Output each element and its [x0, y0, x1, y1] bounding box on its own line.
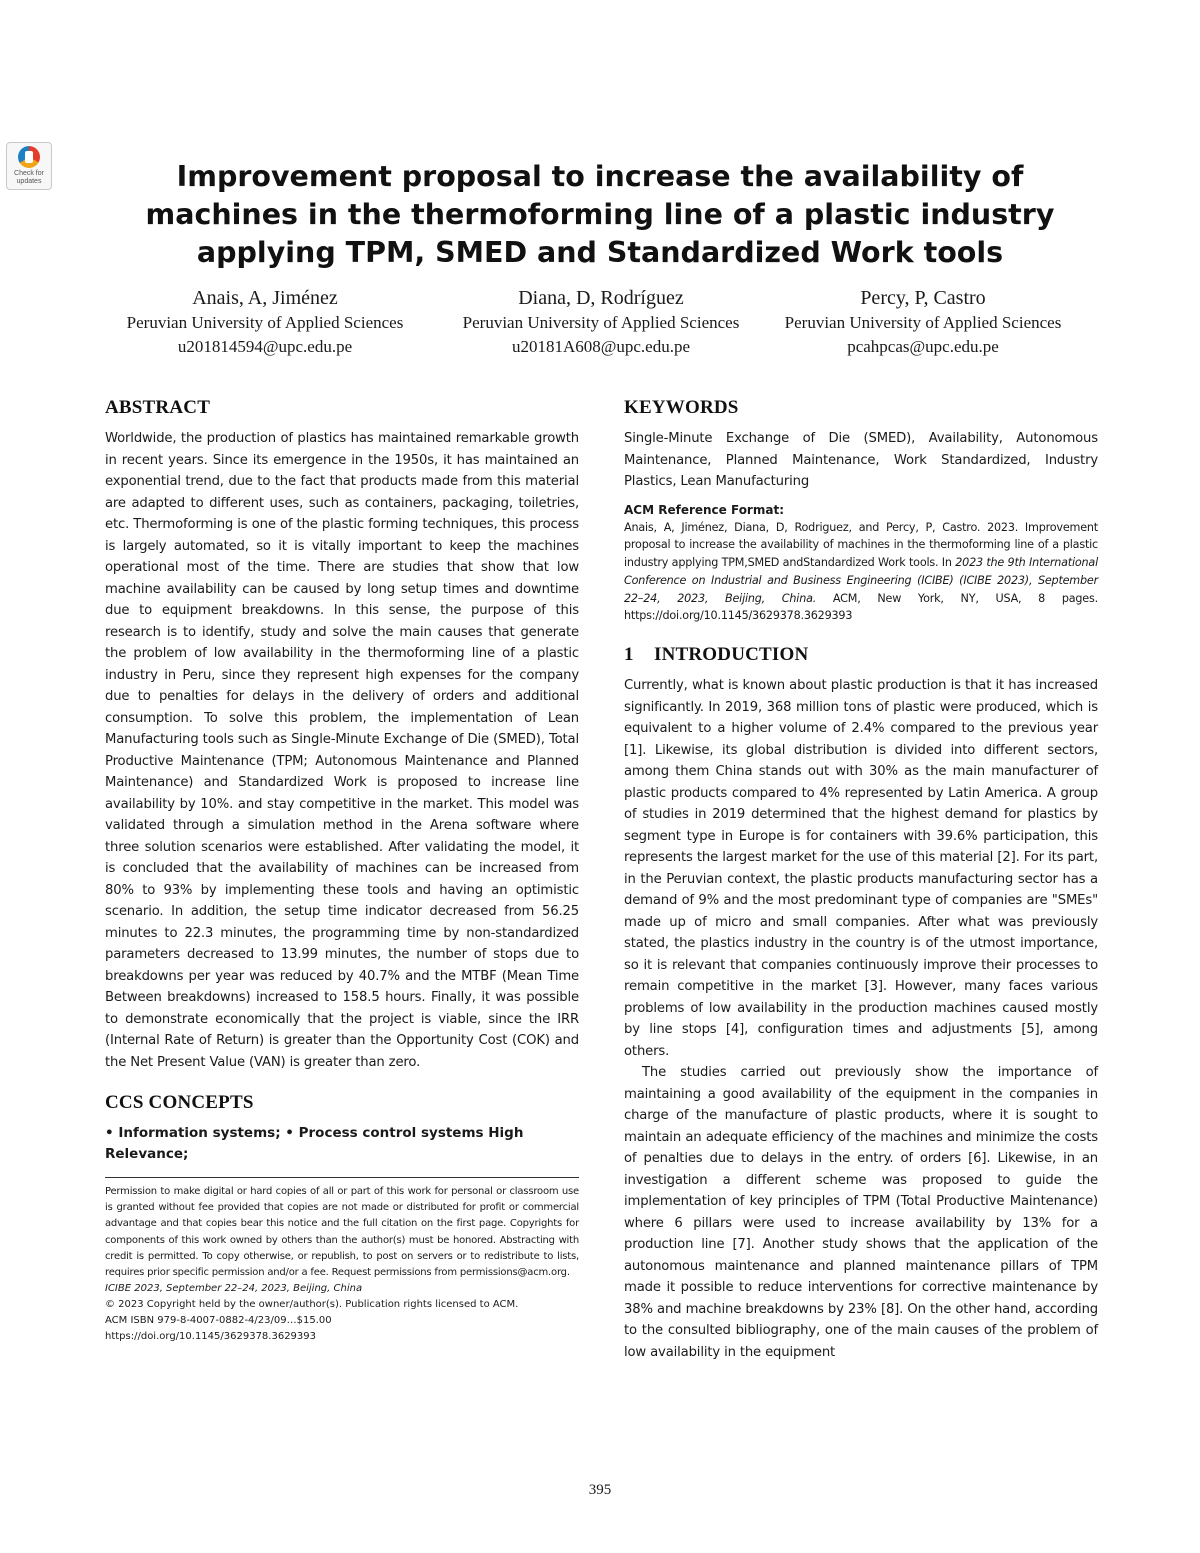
- isbn-line: ACM ISBN 979-8-4007-0882-4/23/09…$15.00: [105, 1315, 332, 1327]
- intro-paragraph: Currently, what is known about plastic production is that it has increased significantly. In 2019, 368 million tons of plastic were produced, which is equivalent to a higher volume of 2.4% compared to the previous year [1]. Likewise, its global distribution is divided into different sectors, among them China stands out with 30% as the main manufacturer of plastic products compared to 4% represented by Latin America. A group of studies in 2019 determined that the highest demand for plastics by segment type in Europe is for containers with 39.6% participation, this represents the largest market for the use of this material [2]. For its part, in the Peruvian context, the plastic products manufacturing sector has a demand of 9% and the most predominant type of companies are "SMEs" made up of micro and small companies. After what was previously stated, the plastics industry in the country is of the utmost importance, so it is relevant that companies continuously improve their processes to remain competitive in the market [3]. However, many faces various problems of low availability in the production machines caused mostly by line stops [4], configuration times and adjustments [5], among others.: [624, 678, 1098, 1059]
- acm-ref-venue: 2023 the 9th International Conference on Industrial and Business Engineering (ICIBE) (ICIBE 2023), September 22–24, 2023, Beijing, China.: [624, 556, 1098, 605]
- acm-ref-heading: ACM Reference Format:: [624, 502, 784, 517]
- badge-label: Check for updates: [14, 170, 44, 185]
- author-email: u20181A608@upc.edu.pe: [511, 337, 691, 356]
- acm-ref-text: [624, 519, 1098, 626]
- abstract-text: Worldwide, the production of plastics has maintained remarkable growth in recent years. Since its emergence in the 1950s, it has maintained an exponential trend, due to the fact that products made from this material are adapted to different uses, such as containers, packaging, toiletries, etc. Thermoforming is one of the plastic forming techniques, this process is largely automated, so it is vitally important to keep the machines operational most of the time. There are studies that show that low machine availability can be caused by long setup times and downtime due to equipment breakdowns. In this sense, the purpose of this research is to identify, study and solve the main causes that generate the problem of low availability in the thermoforming line of a plastic industry in Peru, since they represent high expenses for the company due to penalties for delays in the delivery of orders and additional consumption. To solve this problem, the implementation of Lean Manufacturing tools such as Single-Minute Exchange of Die (SMED), Total Productive Maintenance (TPM; Autonomous Maintenance and Planned Maintenance) and Standardized Work is proposed to increase line availability by 10%. and stay competitive in the market. This model was validated through a simulation method in the Arena software where three solution scenarios were established. After validating the model, it is concluded that the availability of machines can be increased from 80% to 93% by implementing these tools and having an optimistic scenario. In addition, the setup time indicator decreased from 56.25 minutes to 22.3 minutes, the programming time by non-standardized parameters decreased to 13.99 minutes, the number of stops due to breakdowns per year was reduced by 40.7% and the MTBF (Mean Time Between breakdowns) increased to 158.5 hours. Finally, it was possible to demonstrate economically that the project is viable, since the IRR (Internal Rate of Return) is greater than the Opportunity Cost (COK) and the Net Present Value (VAN) is greater than zero.: [105, 431, 579, 1070]
- footnote-divider: [105, 1177, 579, 1178]
- author-block: [451, 285, 751, 359]
- section-title: INTRODUCTION: [654, 644, 809, 666]
- crossmark-icon: [18, 146, 40, 168]
- keywords-text: Single-Minute Exchange of Die (SMED), Availability, Autonomous Maintenance, Planned Maintenance, Work Standardized, Industry Plastics, Lean Manufacturing: [624, 431, 1098, 489]
- introduction-heading: [624, 643, 1098, 667]
- abstract-heading: ABSTRACT: [105, 397, 211, 418]
- section-number: 1: [624, 644, 634, 666]
- venue-line: ICIBE 2023, September 22–24, 2023, Beijing, China: [105, 1283, 363, 1295]
- check-for-updates-badge[interactable]: [6, 142, 52, 190]
- author-affiliation: Peruvian University of Applied Sciences: [126, 313, 404, 332]
- page-number: 395: [588, 1482, 612, 1498]
- ccs-heading: CCS CONCEPTS: [105, 1092, 254, 1113]
- author-name: Percy, P, Castro: [860, 287, 986, 309]
- author-email: u201814594@upc.edu.pe: [177, 337, 353, 356]
- author-block: [773, 285, 1073, 359]
- author-name: Diana, D, Rodríguez: [518, 287, 684, 309]
- author-email: pcahpcas@upc.edu.pe: [847, 337, 999, 356]
- right-column: [624, 396, 1098, 1363]
- doi-link[interactable]: https://doi.org/10.1145/3629378.3629393: [105, 1331, 317, 1343]
- paper-title: Improvement proposal to increase the availability of machines in the thermoforming line of a plastic industry applying TPM, SMED and Standardized Work tools: [145, 160, 1055, 269]
- copyright-line: © 2023 Copyright held by the owner/author(s). Publication rights licensed to ACM.: [105, 1299, 519, 1311]
- author-affiliation: Peruvian University of Applied Sciences: [784, 313, 1062, 332]
- author-block: [115, 285, 415, 359]
- acm-ref-publisher[interactable]: ACM, New York, NY, USA, 8 pages. https://doi.org/10.1145/3629378.3629393: [624, 591, 1098, 623]
- left-column: [105, 396, 579, 1345]
- acm-ref-citation: Anais, A, Jiménez, Diana, D, Rodriguez, and Percy, P, Castro. 2023. Improvement proposal to increase the availability of machines in the thermoforming line of a plastic industry applying TPM,SMED andStandardized Work tools. In: [624, 520, 1098, 570]
- permission-notice: Permission to make digital or hard copies of all or part of this work for personal or classroom use is granted without fee provided that copies are not made or distributed for profit or commercial advantage and that copies bear this notice and the full citation on the first page. Copyrights for components of this work owned by others than the author(s) must be honored. Abstracting with credit is permitted. To copy otherwise, or republish, to post on servers or to redistribute to lists, requires prior specific permission and/or a fee. Request permissions from permissions@acm.org.: [105, 1186, 579, 1279]
- author-name: Anais, A, Jiménez: [192, 287, 338, 309]
- ccs-text: • Information systems; • Process control systems High Relevance;: [105, 1125, 524, 1162]
- author-affiliation: Peruvian University of Applied Sciences: [462, 313, 740, 332]
- intro-paragraph: The studies carried out previously show the importance of maintaining a good availability of the equipment in the companies in charge of the manufacture of plastic products, where it is sought to maintain an adequate efficiency of the machines and minimize the costs of penalties due to delays in the entry. of orders [6]. Likewise, in an investigation a different scheme was proposed to guide the implementation of key principles of TPM (Total Productive Maintenance) where 6 pillars were used to increase availability by 13% for a production line [7]. Another study shows that the application of the autonomous maintenance and planned maintenance pillars of TPM made it possible to reduce interventions for corrective maintenance by 38% and machine breakdowns by 23% [8]. On the other hand, according to the consulted bibliography, one of the main causes of the problem of low availability in the equipment: [624, 1065, 1098, 1360]
- keywords-heading: KEYWORDS: [624, 397, 739, 418]
